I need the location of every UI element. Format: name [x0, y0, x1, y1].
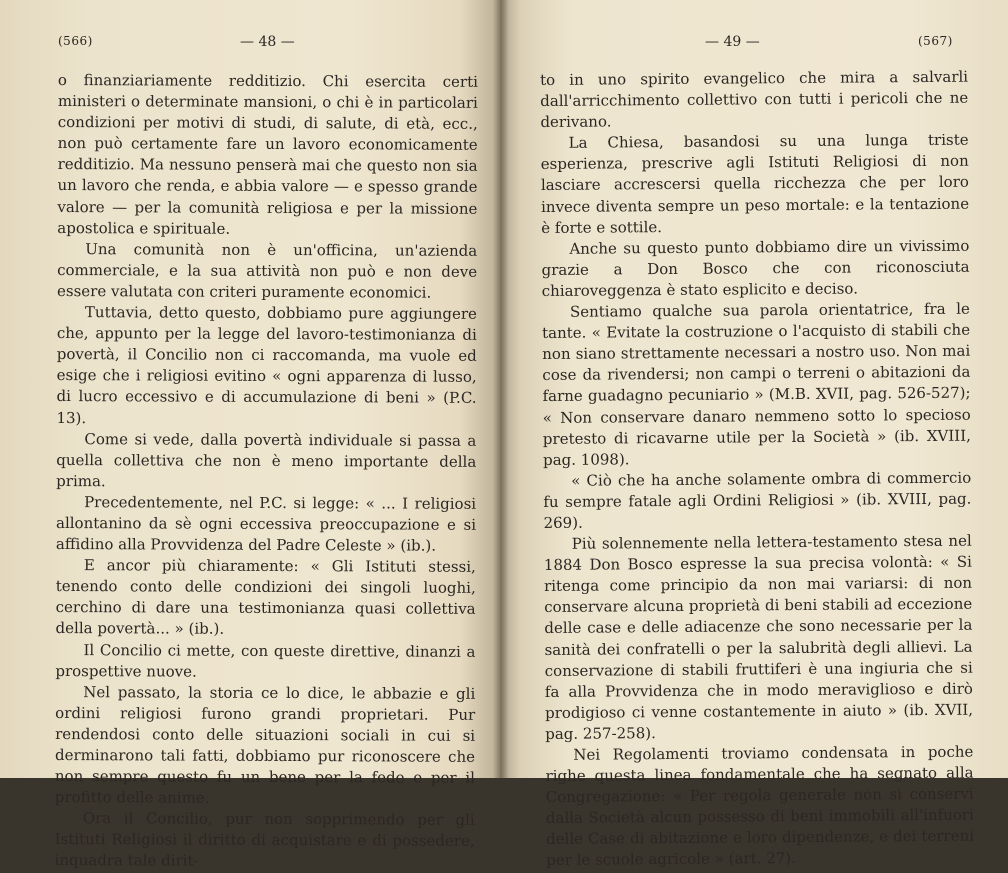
paragraph: Anche su questo punto dobbiamo dire un vivissimo grazie a Don Bosco che con riconosciuta chiaroveggenza è stato esplicito e deciso.: [541, 236, 970, 300]
paragraph: o finanziariamente redditizio. Chi esercita certi ministeri o determinate mansioni, o chi è in particolari condizioni per motivi di studi, di salute, di età, ecc., non può certamente fare un lavoro economicamente redditizio. Ma nessuno penserà mai che questo non sia un lavoro che renda, e abbia valore — e spesso grande valore — per la comunità religiosa e per la missione apostolica e spirituale.: [57, 70, 478, 238]
right-page: [500, 0, 1008, 870]
left-page: [0, 0, 500, 871]
book-gutter-shadow: [493, 0, 509, 778]
paragraph: « Ciò che ha anche solamente ombra di commercio fu sempre fatale agli Ordini Religiosi » (ib. XVIII, pag. 269).: [543, 468, 972, 532]
paragraph: Una comunità non è un'officina, un'azienda commerciale, e la sua attività non può e non deve essere valutata con criteri puramente economici.: [56, 239, 478, 302]
paragraph: Più solennemente nella lettera-testamento stesa nel 1884 Don Bosco espresse la sua precisa volontà: « Si ritenga come principio da non mai variarsi: di non conservare alcuna proprietà di beni stabili ad eccezione delle case e delle adiacenze che sono necessarie per la sanità dei confratelli o per la salubrità degli allievi. La conservazione di stabili fruttiferi è una ingiuria che si fa alla Provvidenza che in modo meraviglioso e dirò prodigioso ci venne costantemente in aiuto » (ib. XVII, pag. 257-258).: [543, 531, 974, 743]
paragraph: Ora il Concilio, pur non sopprimendo per gli Istituti Religiosi il diritto di acquistare e di possedere, inquadra tale dirit-: [54, 809, 475, 871]
paragraph: Nel passato, la storia ce lo dice, le abbazie e gli ordini religiosi furono grandi proprietari. Pur rendendosi conto delle situazioni sociali in cui si derminarono tali fatti, dobbiamo pur riconoscere che non sempre questo fu un bene per la fede e per il profitto delle anime.: [54, 682, 476, 807]
paragraph: Il Concilio ci mette, con queste direttive, dinanzi a prospettive nuove.: [55, 640, 476, 681]
right-page-number: — 49 —: [705, 34, 760, 50]
paragraph: Tuttavia, detto questo, dobbiamo pure aggiungere che, appunto per la legge del lavoro-testimonianza di povertà, il Concilio non ci raccomanda, ma vuole ed esige che i religiosi evitino « ogni apparenza di lusso, di lucro eccessivo e di accumulazione di beni » (P.C. 13).: [56, 303, 477, 427]
left-page-number: — 48 —: [240, 34, 295, 50]
left-running-head: (566): [58, 34, 93, 48]
left-page-text: [55, 70, 478, 873]
right-running-head: (567): [918, 34, 953, 48]
paragraph: Come si vede, dalla povertà individuale si passa a quella collettiva che non è meno importante della prima.: [56, 429, 477, 490]
paragraph: Nei Regolamenti troviamo condensata in poche righe questa linea fondamentale che ha segnato alla Congregazione: « Per regola generale non si conservi dalla Società alcun possesso di beni immobili all'infuori delle Case di abitazione e loro dipendenze, e dei terreni per le scuole agricole » (art. 27).: [545, 742, 975, 870]
paragraph: to in uno spirito evangelico che mira a salvarli dall'arricchimento collettivo con tutti i pericoli che ne derivano.: [540, 67, 969, 132]
paragraph: Sentiamo qualche sua parola orientatrice, fra le tante. « Evitate la costruzione o l'acquisto di stabili che non siano strettamente necessari a nostro uso. Non mai cose da rivendersi; non campi o terreni o abitazioni da farne guadagno pecuniario » (M.B. XVII, pag. 526-527); « Non conservare danaro nemmeno sotto lo specioso pretesto di ricavarne utile per la Società » (ib. XVIII, pag. 1098).: [541, 299, 971, 469]
paragraph: La Chiesa, basandosi su una lunga triste esperienza, prescrive agli Istituti Religiosi di non lasciare accrescersi quella ricchezza che per loro invece diventa sempre un peso mortale: e la tentazione è forte e sottile.: [540, 130, 970, 237]
right-page-text: [540, 67, 974, 872]
paragraph: Precedentemente, nel P.C. si legge: « ... I religiosi allontanino da sè ogni eccessiva preoccupazione e si affidino alla Provvidenza del Padre Celeste » (ib.).: [55, 492, 477, 555]
paragraph: E ancor più chiaramente: « Gli Istituti stessi, tenendo conto delle condizioni dei singoli luoghi, cerchino di dare una testimonianza quasi collettiva della povertà... » (ib.).: [55, 556, 476, 639]
